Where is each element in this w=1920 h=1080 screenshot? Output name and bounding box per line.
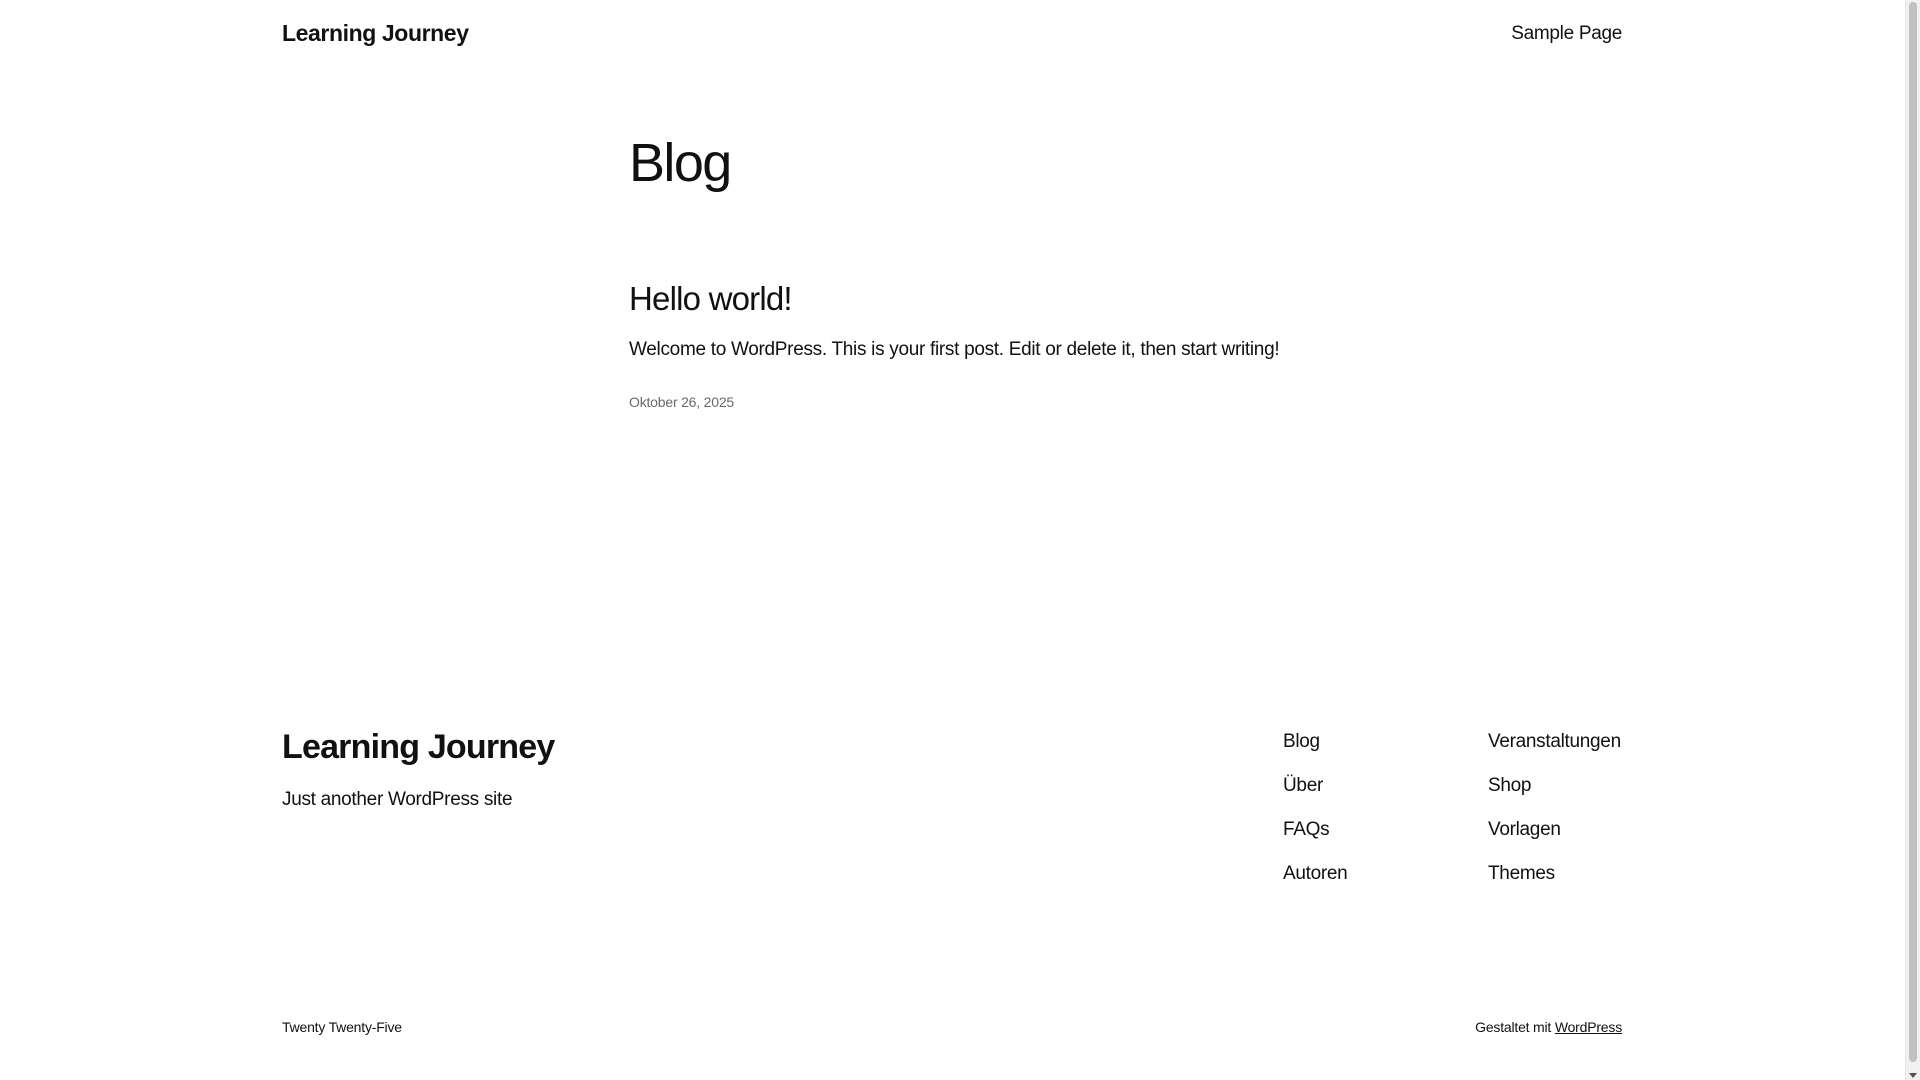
footer-link-blog[interactable]: Blog — [1283, 731, 1320, 752]
footer-tagline: Just another WordPress site — [282, 789, 513, 810]
page-title: Blog — [629, 133, 731, 193]
footer-link-shop[interactable]: Shop — [1488, 775, 1532, 796]
theme-credit: Twenty Twenty-Five — [282, 1019, 402, 1035]
designed-with-credit — [1475, 1019, 1622, 1035]
footer-nav-column-1 — [1283, 731, 1347, 885]
footer-site-title-link[interactable]: Learning Journey — [282, 728, 555, 766]
post-excerpt: Welcome to WordPress. This is your first post. Edit or delete it, then start writing! — [629, 339, 1280, 360]
chevron-down-icon[interactable] — [1909, 1073, 1917, 1078]
post-title-link[interactable]: Hello world! — [629, 280, 792, 317]
footer-nav-column-2 — [1488, 731, 1621, 885]
footer-link-veranstaltungen[interactable]: Veranstaltungen — [1488, 731, 1621, 752]
wordpress-link[interactable]: WordPress — [1554, 1019, 1622, 1035]
footer-link-themes[interactable]: Themes — [1488, 863, 1555, 884]
vertical-scrollbar[interactable] — [1905, 0, 1920, 1080]
footer-link-vorlagen[interactable]: Vorlagen — [1488, 819, 1561, 840]
footer-link-faqs[interactable]: FAQs — [1283, 819, 1330, 840]
nav-sample-page[interactable]: Sample Page — [1511, 23, 1622, 44]
scrollbar-thumb[interactable] — [1909, 2, 1917, 1062]
footer-link-ueber[interactable]: Über — [1283, 775, 1323, 796]
footer-link-autoren[interactable]: Autoren — [1283, 863, 1348, 884]
credit-prefix: Gestaltet mit — [1475, 1019, 1552, 1035]
post-date[interactable]: Oktober 26, 2025 — [629, 394, 734, 410]
site-title-link[interactable]: Learning Journey — [282, 20, 469, 46]
